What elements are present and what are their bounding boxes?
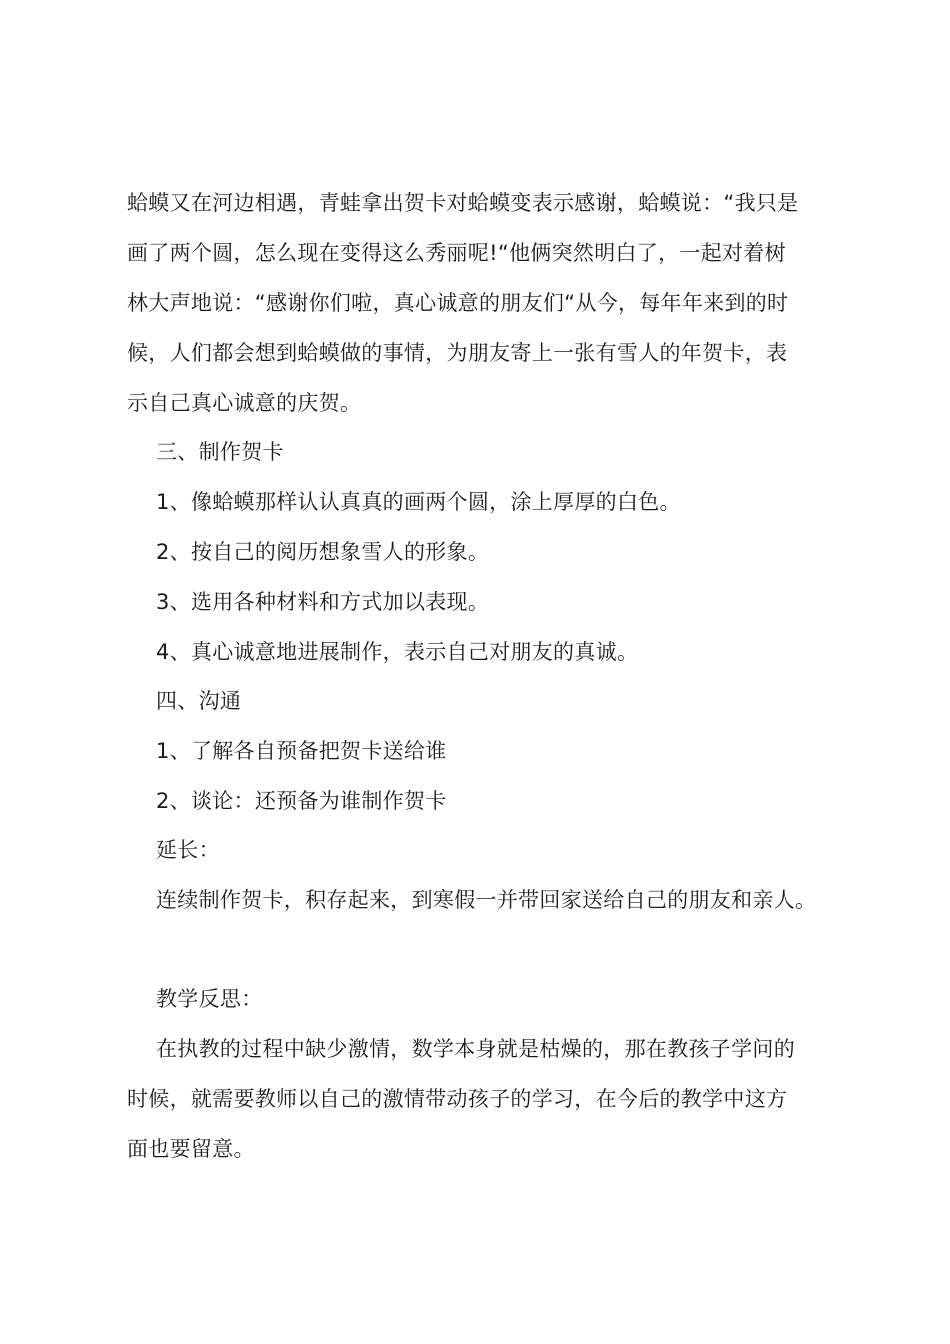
story-line: 画了两个圆，怎么现在变得这么秀丽呢!“他俩突然明白了，一起对着树 — [127, 241, 786, 265]
extension-text: 连续制作贺卡，积存起来，到寒假一并带回家送给自己的朋友和亲人。 — [156, 888, 817, 912]
story-line: 蛤蟆又在河边相遇，青蛙拿出贺卡对蛤蟆变表示感谢，蛤蟆说：“我只是 — [127, 191, 799, 215]
story-line: 候，人们都会想到蛤蟆做的事情，为朋友寄上一张有雪人的年贺卡，表 — [127, 341, 788, 365]
section-3-heading: 三、制作贺卡 — [156, 440, 284, 464]
section-3-item: 4、真心诚意地进展制作，表示自己对朋友的真诚。 — [156, 640, 639, 664]
reflection-line: 面也要留意。 — [127, 1137, 255, 1161]
reflection-line: 时候，就需要教师以自己的激情带动孩子的学习，在今后的教学中这方 — [127, 1087, 788, 1111]
story-line: 林大声地说：“感谢你们啦，真心诚意的朋友们“从今，每年年来到的时 — [127, 291, 789, 315]
extension-heading: 延长： — [156, 838, 220, 862]
section-3-item: 3、选用各种材料和方式加以表现。 — [156, 590, 490, 614]
reflection-heading: 教学反思： — [156, 987, 263, 1011]
section-4-item: 2、谈论：还预备为谁制作贺卡 — [156, 789, 447, 813]
section-4-item: 1、了解各自预备把贺卡送给谁 — [156, 739, 447, 763]
section-3-item: 2、按自己的阅历想象雪人的形象。 — [156, 540, 490, 564]
story-line: 示自己真心诚意的庆贺。 — [127, 391, 362, 415]
reflection-line: 在执教的过程中缺少激情，数学本身就是枯燥的，那在教孩子学问的 — [156, 1037, 795, 1061]
section-3-item: 1、像蛤蟆那样认认真真的画两个圆，涂上厚厚的白色。 — [156, 490, 681, 514]
section-4-heading: 四、沟通 — [156, 689, 242, 713]
